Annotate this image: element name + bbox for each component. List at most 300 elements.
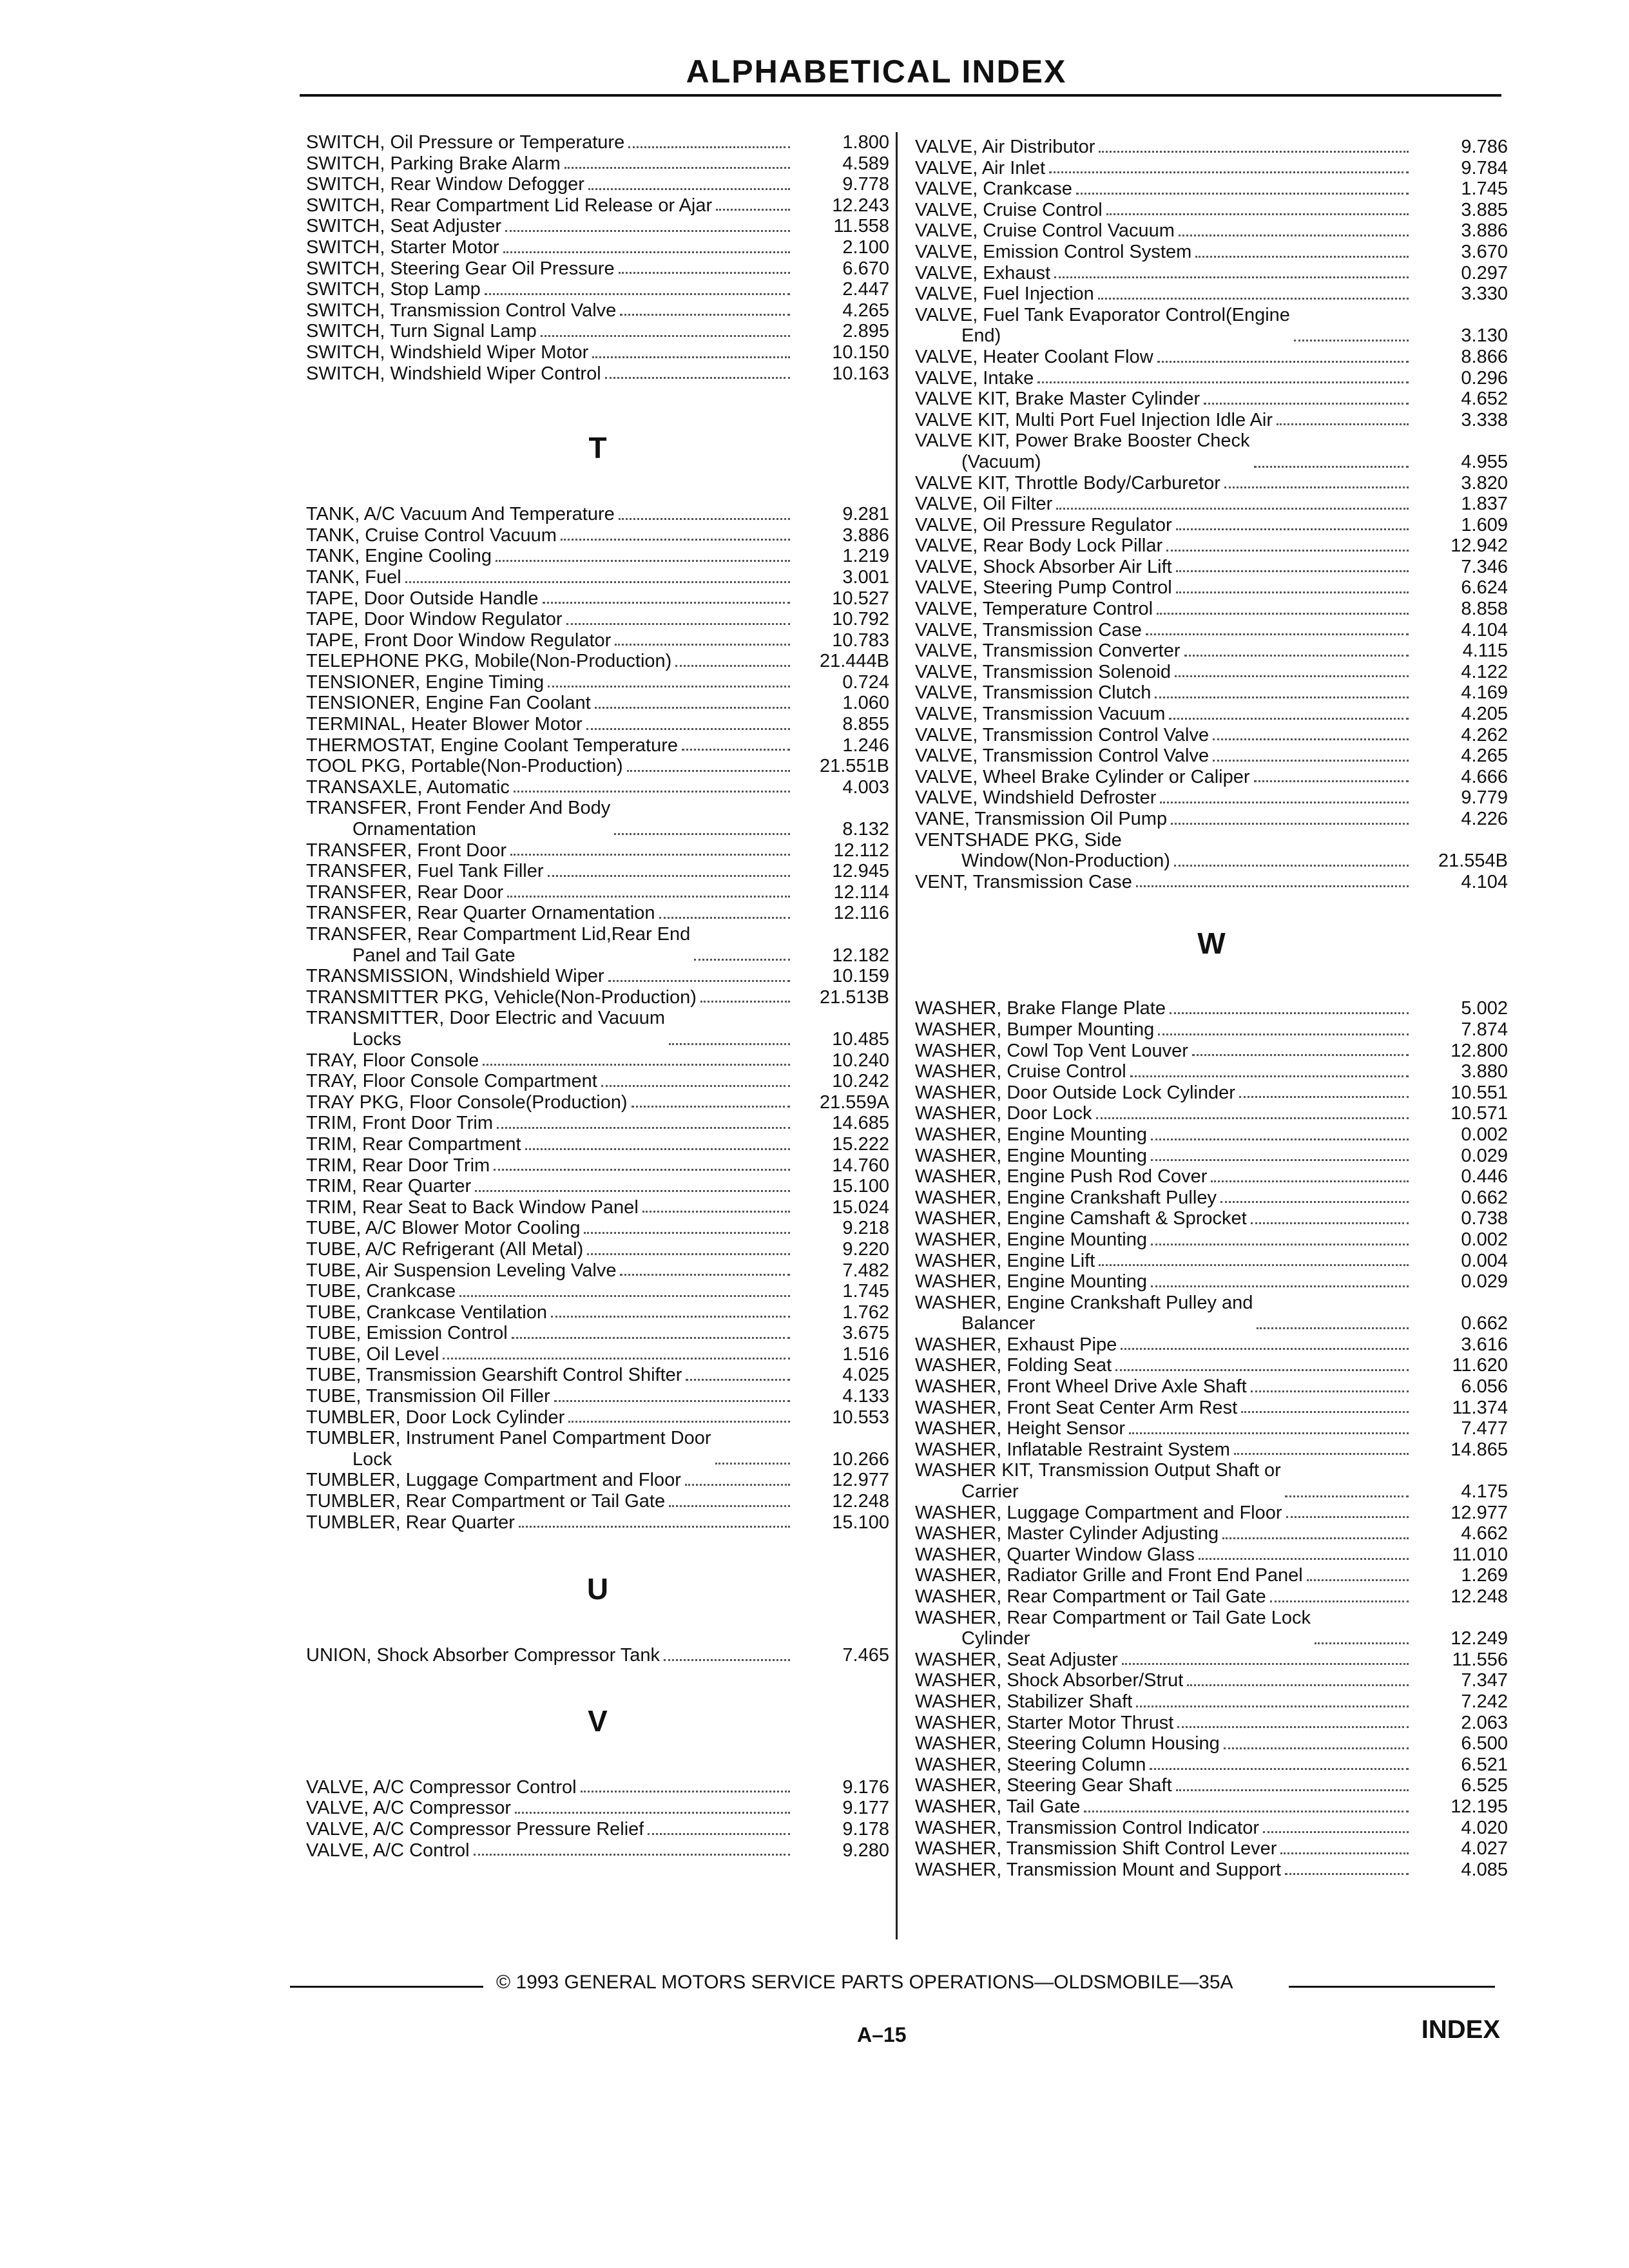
index-entry — [915, 745, 1508, 767]
entry-label — [306, 798, 610, 840]
entry-label-text: VALVE, Transmission Control Valve — [915, 745, 1210, 767]
entry-label-text: VALVE, Emission Control System — [915, 241, 1192, 262]
entry-page-ref: 9.786 — [1461, 137, 1508, 157]
index-entry — [306, 924, 889, 966]
entry-label — [306, 1840, 470, 1861]
dot-leader — [587, 1253, 790, 1255]
index-entry — [306, 609, 889, 630]
entry-label — [306, 1092, 628, 1113]
dot-leader — [1166, 550, 1409, 552]
entry-page-ref: 7.482 — [842, 1260, 889, 1281]
entry-label-text: VALVE, Transmission Control Valve — [915, 724, 1210, 745]
entry-page-ref: 1.060 — [842, 693, 889, 714]
dot-leader — [1285, 1495, 1409, 1497]
entry-label-continuation: Window(Non-Production) — [961, 850, 1170, 872]
entry-page-ref: 7.477 — [1461, 1418, 1508, 1439]
index-entry — [306, 567, 889, 588]
dot-leader — [1170, 1012, 1409, 1014]
entry-page-ref: 21.559A — [819, 1091, 889, 1113]
index-entry — [915, 1460, 1508, 1502]
entry-label — [306, 1008, 665, 1050]
dot-leader — [1184, 655, 1409, 657]
index-entry — [306, 195, 889, 216]
entry-page-ref: 6.624 — [1461, 577, 1508, 599]
page-number: A–15 — [857, 2023, 907, 2046]
entry-page-ref: 6.500 — [1461, 1733, 1508, 1754]
index-entry — [915, 410, 1508, 431]
dot-leader — [1315, 1642, 1409, 1644]
index-entry — [306, 363, 889, 385]
index-entry — [306, 903, 889, 924]
dot-leader — [659, 917, 790, 919]
entry-label-text: TOOL PKG, Portable(Non-Production) — [306, 756, 623, 777]
entry-label-text: SWITCH, Stop Lamp — [306, 279, 481, 300]
entry-page-ref: 4.025 — [842, 1365, 889, 1386]
index-entry — [306, 672, 889, 693]
dot-leader — [1146, 633, 1409, 635]
index-entry — [306, 300, 889, 322]
entry-label-text: VALVE, Cruise Control Vacuum — [915, 220, 1175, 242]
index-entry — [306, 1470, 889, 1491]
entry-label — [915, 1208, 1247, 1229]
entry-page-ref: 15.024 — [832, 1196, 889, 1218]
entry-page-ref: 15.222 — [832, 1133, 889, 1155]
section-heading-w: W — [1197, 927, 1226, 961]
dot-leader — [1106, 213, 1409, 215]
entry-label-text: TRANSFER, Front Door — [306, 840, 506, 861]
entry-label-text: TRANSMITTER PKG, Vehicle(Non-Production) — [306, 986, 697, 1008]
entry-page-ref: 9.218 — [842, 1218, 889, 1239]
dot-leader — [1151, 1244, 1409, 1245]
dot-leader — [1176, 528, 1409, 530]
entry-label-text: WASHER, Engine Mounting — [915, 1124, 1147, 1145]
entry-page-ref: 0.029 — [1461, 1271, 1508, 1293]
entry-label — [306, 525, 557, 546]
entry-label-text: TAPE, Door Window Regulator — [306, 609, 563, 630]
dot-leader — [682, 749, 790, 751]
index-entry — [915, 430, 1508, 472]
entry-label-text: VALVE, Windshield Defroster — [915, 787, 1157, 809]
entry-label-text: WASHER, Engine Mounting — [915, 1145, 1147, 1166]
entry-page-ref: 21.554B — [1438, 850, 1508, 872]
entry-label-text: VALVE, Rear Body Lock Pillar — [915, 535, 1163, 557]
dot-leader — [1199, 1558, 1409, 1560]
dot-leader — [1099, 151, 1409, 153]
dot-leader — [1285, 1873, 1409, 1875]
dot-leader — [592, 356, 790, 358]
dot-leader — [1098, 298, 1409, 300]
dot-leader — [548, 686, 790, 687]
dot-leader — [1151, 1139, 1409, 1140]
index-entry — [915, 1124, 1508, 1146]
index-entry — [306, 279, 889, 300]
entry-page-ref: 8.858 — [1461, 599, 1508, 620]
index-entry — [306, 237, 889, 258]
entry-label — [306, 1428, 711, 1470]
dot-leader — [459, 1295, 790, 1297]
index-entry — [915, 305, 1508, 347]
entry-label — [915, 998, 1166, 1019]
entry-label-text: TRIM, Rear Door Trim — [306, 1155, 490, 1176]
entry-label-text: THERMOSTAT, Engine Coolant Temperature — [306, 735, 679, 756]
entry-page-ref: 3.886 — [1461, 220, 1508, 242]
entry-page-ref: 0.002 — [1461, 1229, 1508, 1250]
entry-label-text: WASHER KIT, Transmission Output Shaft or — [915, 1460, 1281, 1481]
entry-label-continuation: (Vacuum) — [961, 451, 1041, 472]
entry-label-text: VALVE, Transmission Case — [915, 619, 1142, 640]
dot-leader — [628, 146, 790, 148]
dot-leader — [1270, 1600, 1409, 1602]
entry-label — [306, 1386, 550, 1407]
spacer — [306, 1738, 889, 1777]
entry-label-text: TUBE, Transmission Gearshift Control Shifter — [306, 1365, 682, 1386]
index-entry — [306, 321, 889, 342]
entry-label — [306, 279, 481, 300]
entry-label — [915, 1713, 1173, 1734]
entry-page-ref: 0.724 — [842, 671, 889, 693]
index-entry — [306, 504, 889, 525]
index-entry — [306, 1840, 889, 1861]
index-entry — [306, 1777, 889, 1798]
entry-label-text: VALVE, Wheel Brake Cylinder or Caliper — [915, 766, 1250, 787]
entry-page-ref: 4.589 — [842, 153, 889, 174]
entry-page-ref: 4.133 — [842, 1386, 889, 1407]
entry-page-ref: 10.527 — [832, 588, 889, 609]
dot-leader — [614, 833, 790, 835]
entry-label — [915, 1061, 1126, 1082]
entry-page-ref: 10.783 — [832, 629, 889, 651]
entry-label — [306, 1197, 639, 1218]
entry-label — [915, 1041, 1188, 1062]
dot-leader — [1187, 1684, 1409, 1686]
entry-page-ref: 21.444B — [819, 651, 889, 672]
entry-page-ref: 1.745 — [1461, 178, 1508, 200]
right-column — [915, 137, 1508, 1880]
index-entry — [915, 1376, 1508, 1398]
entry-label — [915, 1691, 1132, 1713]
entry-label-continuation: Locks — [352, 1028, 401, 1050]
index-entry — [306, 1239, 889, 1260]
entry-label-text: SWITCH, Rear Window Defogger — [306, 174, 584, 195]
dot-leader — [620, 1274, 790, 1276]
entry-label-text: WASHER, Tail Gate — [915, 1796, 1081, 1817]
entry-label-text: TRIM, Front Door Trim — [306, 1113, 494, 1134]
entry-page-ref: 2.063 — [1461, 1712, 1508, 1733]
entry-page-ref: 12.977 — [832, 1470, 889, 1491]
entry-label — [915, 682, 1151, 704]
dot-leader — [1049, 171, 1409, 173]
entry-page-ref: 0.662 — [1461, 1313, 1508, 1334]
entry-label-text: WASHER, Front Wheel Drive Axle Shaft — [915, 1376, 1247, 1398]
entry-label-text: TUBE, A/C Refrigerant (All Metal) — [306, 1238, 584, 1260]
dot-leader — [1099, 1264, 1409, 1266]
entry-label — [915, 1146, 1147, 1167]
index-entry — [915, 242, 1508, 263]
v-entry-list-left — [306, 1777, 889, 1861]
index-entry — [915, 557, 1508, 578]
spacer — [306, 1606, 889, 1645]
index-entry — [306, 840, 889, 861]
entry-label-text: WASHER, Steering Column Housing — [915, 1733, 1220, 1754]
dot-leader — [605, 377, 790, 379]
dot-leader — [443, 1358, 790, 1360]
index-entry — [915, 1713, 1508, 1734]
entry-page-ref: 10.551 — [1451, 1082, 1508, 1103]
index-entry — [306, 132, 889, 153]
dot-leader — [1084, 1811, 1409, 1812]
entry-label — [915, 577, 1172, 599]
index-entry — [306, 1407, 889, 1428]
entry-label-text: VALVE, Temperature Control — [915, 599, 1153, 620]
entry-page-ref: 1.609 — [1461, 514, 1508, 535]
dot-leader — [1280, 1852, 1409, 1854]
entry-label — [306, 567, 401, 588]
entry-label — [915, 305, 1290, 347]
entry-label-text: WASHER, Engine Crankshaft Pulley — [915, 1187, 1217, 1208]
entry-label — [306, 966, 604, 987]
dot-leader — [686, 1379, 790, 1381]
index-entry — [915, 998, 1508, 1019]
entry-page-ref: 11.556 — [1452, 1649, 1508, 1670]
entry-page-ref: 12.248 — [1451, 1586, 1508, 1607]
index-entry — [306, 1176, 889, 1197]
entry-label-text: TRAY, Floor Console — [306, 1050, 479, 1071]
entry-label-text: WASHER, Rear Compartment or Tail Gate Lock — [915, 1607, 1311, 1628]
index-entry — [915, 1293, 1508, 1334]
entry-page-ref: 6.525 — [1461, 1775, 1508, 1796]
entry-page-ref: 21.513B — [819, 986, 889, 1008]
dot-leader — [1136, 885, 1409, 887]
entry-label — [915, 1838, 1277, 1860]
entry-label — [915, 1818, 1259, 1839]
entry-label — [306, 1281, 456, 1302]
index-entry — [915, 1838, 1508, 1860]
entry-page-ref: 4.104 — [1461, 871, 1508, 892]
entry-label-text: VALVE, Transmission Converter — [915, 640, 1181, 662]
dot-leader — [1224, 486, 1409, 488]
entry-label — [306, 693, 591, 714]
entry-label-continuation: Cylinder — [961, 1628, 1030, 1649]
entry-label-text: WASHER, Engine Mounting — [915, 1271, 1147, 1293]
index-entry — [915, 1334, 1508, 1356]
section-heading-u: U — [586, 1572, 609, 1606]
dot-leader — [1294, 340, 1409, 341]
index-entry — [915, 1271, 1508, 1293]
entry-label — [915, 1398, 1237, 1419]
entry-page-ref: 11.558 — [833, 216, 889, 237]
entry-page-ref: 0.738 — [1461, 1208, 1508, 1229]
index-entry — [306, 1798, 889, 1819]
entry-page-ref: 3.130 — [1461, 325, 1508, 347]
entry-label-text: TRIM, Rear Compartment — [306, 1133, 521, 1155]
entry-label — [915, 1775, 1172, 1796]
entry-page-ref: 0.296 — [1461, 367, 1508, 389]
entry-label-text: WASHER, Steering Gear Shaft — [915, 1775, 1172, 1796]
entry-label — [915, 1503, 1282, 1524]
index-entry — [915, 1649, 1508, 1671]
entry-label — [915, 178, 1072, 200]
index-entry — [915, 725, 1508, 746]
index-entry — [306, 798, 889, 840]
dot-leader — [1263, 1831, 1409, 1833]
dot-leader — [716, 209, 790, 211]
index-entry — [306, 1134, 889, 1155]
dot-leader — [1056, 508, 1409, 510]
entry-page-ref: 11.374 — [1452, 1397, 1508, 1418]
dot-leader — [1054, 276, 1409, 278]
entry-label — [915, 1334, 1117, 1356]
dot-leader — [631, 1106, 790, 1108]
dot-leader — [503, 251, 790, 253]
entry-label-text: VALVE, Transmission Vacuum — [915, 704, 1166, 725]
index-entry — [915, 284, 1508, 305]
entry-label — [306, 651, 671, 672]
index-entry — [306, 1071, 889, 1092]
index-entry — [915, 494, 1508, 515]
entry-label-text: SWITCH, Parking Brake Alarm — [306, 153, 561, 174]
entry-label — [306, 756, 623, 777]
dot-leader — [1192, 1054, 1409, 1056]
index-entry — [306, 1281, 889, 1302]
index-entry — [915, 1733, 1508, 1754]
entry-label — [915, 830, 1170, 872]
dot-leader — [1122, 1663, 1409, 1665]
dot-leader — [1234, 1453, 1409, 1455]
dot-leader — [554, 1400, 790, 1402]
entry-page-ref: 21.551B — [819, 756, 889, 777]
index-entry — [306, 1302, 889, 1323]
entry-label-text: WASHER, Inflatable Restraint System — [915, 1439, 1230, 1460]
entry-page-ref: 10.266 — [832, 1448, 889, 1470]
dot-leader — [595, 707, 790, 709]
entry-page-ref: 1.516 — [842, 1343, 889, 1365]
entry-page-ref: 7.346 — [1461, 556, 1508, 577]
entry-page-ref: 3.820 — [1461, 472, 1508, 494]
spacer — [306, 384, 889, 430]
dot-leader — [494, 1169, 790, 1171]
index-entry — [915, 1796, 1508, 1818]
entry-label-text: TUMBLER, Instrument Panel Compartment Door — [306, 1428, 711, 1449]
entry-label — [306, 903, 655, 924]
entry-label — [915, 557, 1172, 578]
footer-rule-right — [1289, 1986, 1495, 1988]
dot-leader — [1254, 780, 1409, 782]
entry-label — [915, 158, 1045, 179]
entry-page-ref: 4.115 — [1462, 640, 1508, 662]
entry-label — [915, 1376, 1247, 1398]
entry-label-text: VALVE KIT, Brake Master Cylinder — [915, 389, 1200, 410]
entry-label-text: TRIM, Rear Quarter — [306, 1176, 472, 1197]
entry-label-text: WASHER, Starter Motor Thrust — [915, 1712, 1174, 1733]
entry-label — [915, 1187, 1217, 1209]
entry-label-text: TAPE, Door Outside Handle — [306, 588, 539, 609]
dot-leader — [685, 1484, 790, 1486]
entry-label — [915, 1293, 1253, 1334]
dot-leader — [1211, 1180, 1409, 1182]
dot-leader — [551, 1316, 790, 1318]
entry-label-text: TANK, Engine Cooling — [306, 546, 492, 567]
index-entry — [306, 1491, 889, 1512]
entry-label — [306, 546, 492, 567]
dot-leader — [510, 854, 790, 856]
dot-leader — [519, 1526, 790, 1528]
entry-page-ref: 1.800 — [842, 132, 889, 153]
index-entry — [306, 1113, 889, 1134]
dot-leader — [566, 623, 790, 625]
dot-leader — [669, 1505, 790, 1507]
entry-label — [306, 1176, 471, 1197]
index-entry — [915, 158, 1508, 179]
entry-label — [306, 342, 588, 363]
entry-page-ref: 6.521 — [1461, 1754, 1508, 1775]
entry-page-ref: 4.265 — [842, 300, 889, 321]
dot-leader — [514, 791, 790, 793]
dot-leader — [1129, 1432, 1409, 1434]
index-entry — [306, 1512, 889, 1533]
index-entry — [915, 1041, 1508, 1062]
entry-label — [915, 620, 1142, 641]
dot-leader — [1121, 1348, 1409, 1350]
entry-page-ref: 12.942 — [1451, 535, 1508, 557]
entry-label — [915, 515, 1172, 536]
entry-label — [915, 1251, 1095, 1272]
entry-label — [915, 1586, 1266, 1608]
index-entry — [915, 682, 1508, 704]
dot-leader — [1286, 1516, 1409, 1518]
entry-label — [306, 237, 499, 258]
entry-label-text: TENSIONER, Engine Timing — [306, 671, 545, 693]
entry-label-text: VALVE, Transmission Clutch — [915, 682, 1152, 704]
dot-leader — [675, 665, 790, 667]
entry-label-text: WASHER, Engine Mounting — [915, 1229, 1147, 1250]
entry-label-text: VALVE, Shock Absorber Air Lift — [915, 556, 1172, 577]
dot-leader — [700, 1001, 790, 1003]
index-entry — [306, 1050, 889, 1072]
entry-label — [915, 242, 1191, 263]
index-entry — [915, 535, 1508, 557]
entry-page-ref: 1.762 — [842, 1302, 889, 1323]
entry-label-text: VALVE, A/C Control — [306, 1840, 470, 1861]
entry-page-ref: 4.265 — [1461, 745, 1508, 767]
dot-leader — [627, 770, 790, 772]
index-entry — [915, 137, 1508, 158]
entry-label — [915, 1082, 1235, 1104]
index-entry — [915, 1103, 1508, 1124]
entry-page-ref: 14.865 — [1451, 1439, 1508, 1460]
entry-page-ref: 7.347 — [1461, 1670, 1508, 1691]
entry-label — [306, 174, 584, 195]
entry-label — [915, 1229, 1147, 1251]
index-entry — [915, 1166, 1508, 1187]
index-entry — [915, 178, 1508, 200]
entry-label — [306, 300, 616, 322]
entry-page-ref: 12.195 — [1451, 1796, 1508, 1817]
dot-leader — [669, 1043, 790, 1045]
dot-leader — [512, 1337, 790, 1339]
entry-label — [306, 1302, 547, 1323]
entry-page-ref: 4.955 — [1461, 451, 1508, 472]
left-column — [306, 132, 889, 1861]
entry-page-ref: 3.670 — [1461, 241, 1508, 262]
dot-leader — [1251, 1222, 1409, 1224]
index-entry — [915, 263, 1508, 284]
entry-label-text: VALVE KIT, Throttle Body/Carburetor — [915, 472, 1220, 494]
dot-leader — [507, 896, 790, 898]
entry-label — [306, 1113, 493, 1134]
entry-page-ref: 3.338 — [1461, 409, 1508, 430]
dot-leader — [1150, 1768, 1409, 1770]
entry-label-text: WASHER, Cowl Top Vent Louver — [915, 1040, 1188, 1061]
